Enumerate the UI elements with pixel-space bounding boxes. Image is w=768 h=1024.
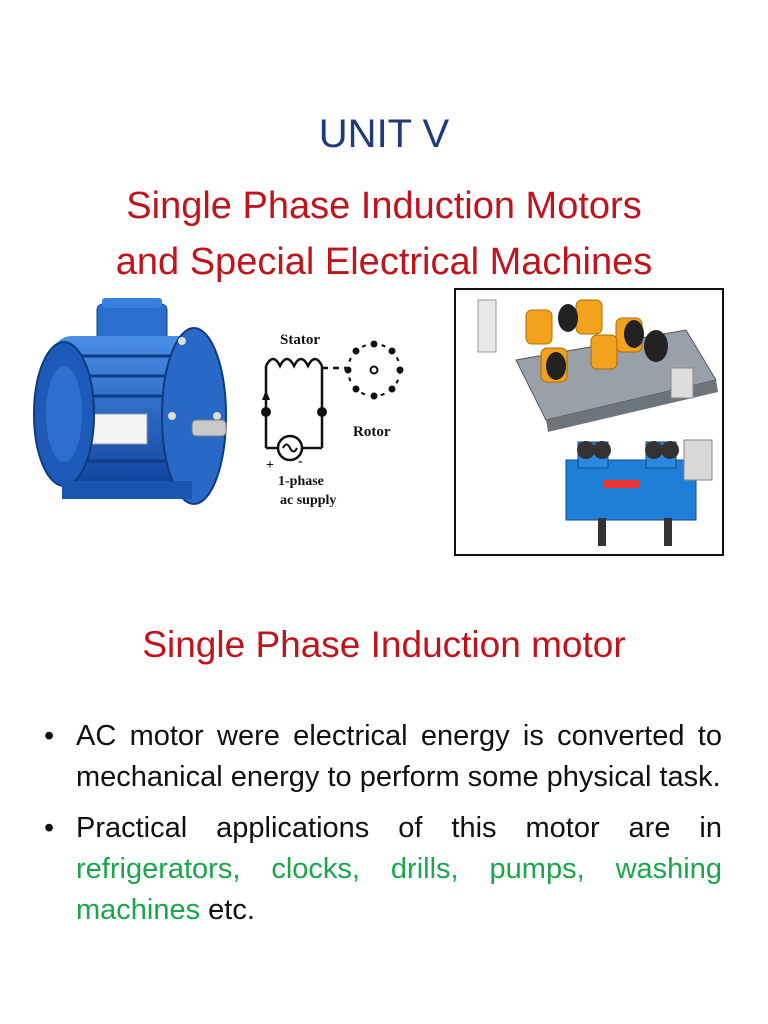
- rotor-label: Rotor: [353, 424, 391, 440]
- title-line-2: and Special Electrical Machines: [115, 241, 653, 283]
- bullet-item-2: [44, 808, 722, 931]
- supply-label-1: 1-phase: [278, 474, 324, 489]
- welding-rotator-illustration: [456, 290, 722, 554]
- plus-terminal: +: [266, 458, 274, 473]
- bullet-text: AC motor were electrical energy is converted to mechanical energy to perform some physical task.: [76, 720, 722, 793]
- application-examples: refrigerators, clocks, drills, pumps, washing machines: [76, 853, 722, 926]
- unit-heading: UNIT V: [318, 112, 450, 156]
- title-line-1: Single Phase Induction Motors: [126, 185, 642, 227]
- supply-label-2: ac supply: [280, 493, 337, 508]
- bullet-text-suffix: etc.: [200, 894, 255, 926]
- bullet-text-prefix: Practical applications of this motor are in: [76, 812, 722, 844]
- bullet-marker: •: [44, 720, 55, 752]
- welding-rotator-photo: [454, 288, 724, 556]
- stator-label: Stator: [280, 332, 320, 348]
- bullet-marker: •: [44, 812, 55, 844]
- minus-terminal: -: [298, 454, 303, 469]
- stator-rotor-schematic: [252, 322, 424, 522]
- section-subheading: Single Phase Induction motor: [142, 624, 626, 665]
- bullet-list: [44, 716, 722, 941]
- bullet-item-1: [44, 716, 722, 798]
- induction-motor-image: [22, 296, 232, 521]
- slide-title: [0, 178, 768, 290]
